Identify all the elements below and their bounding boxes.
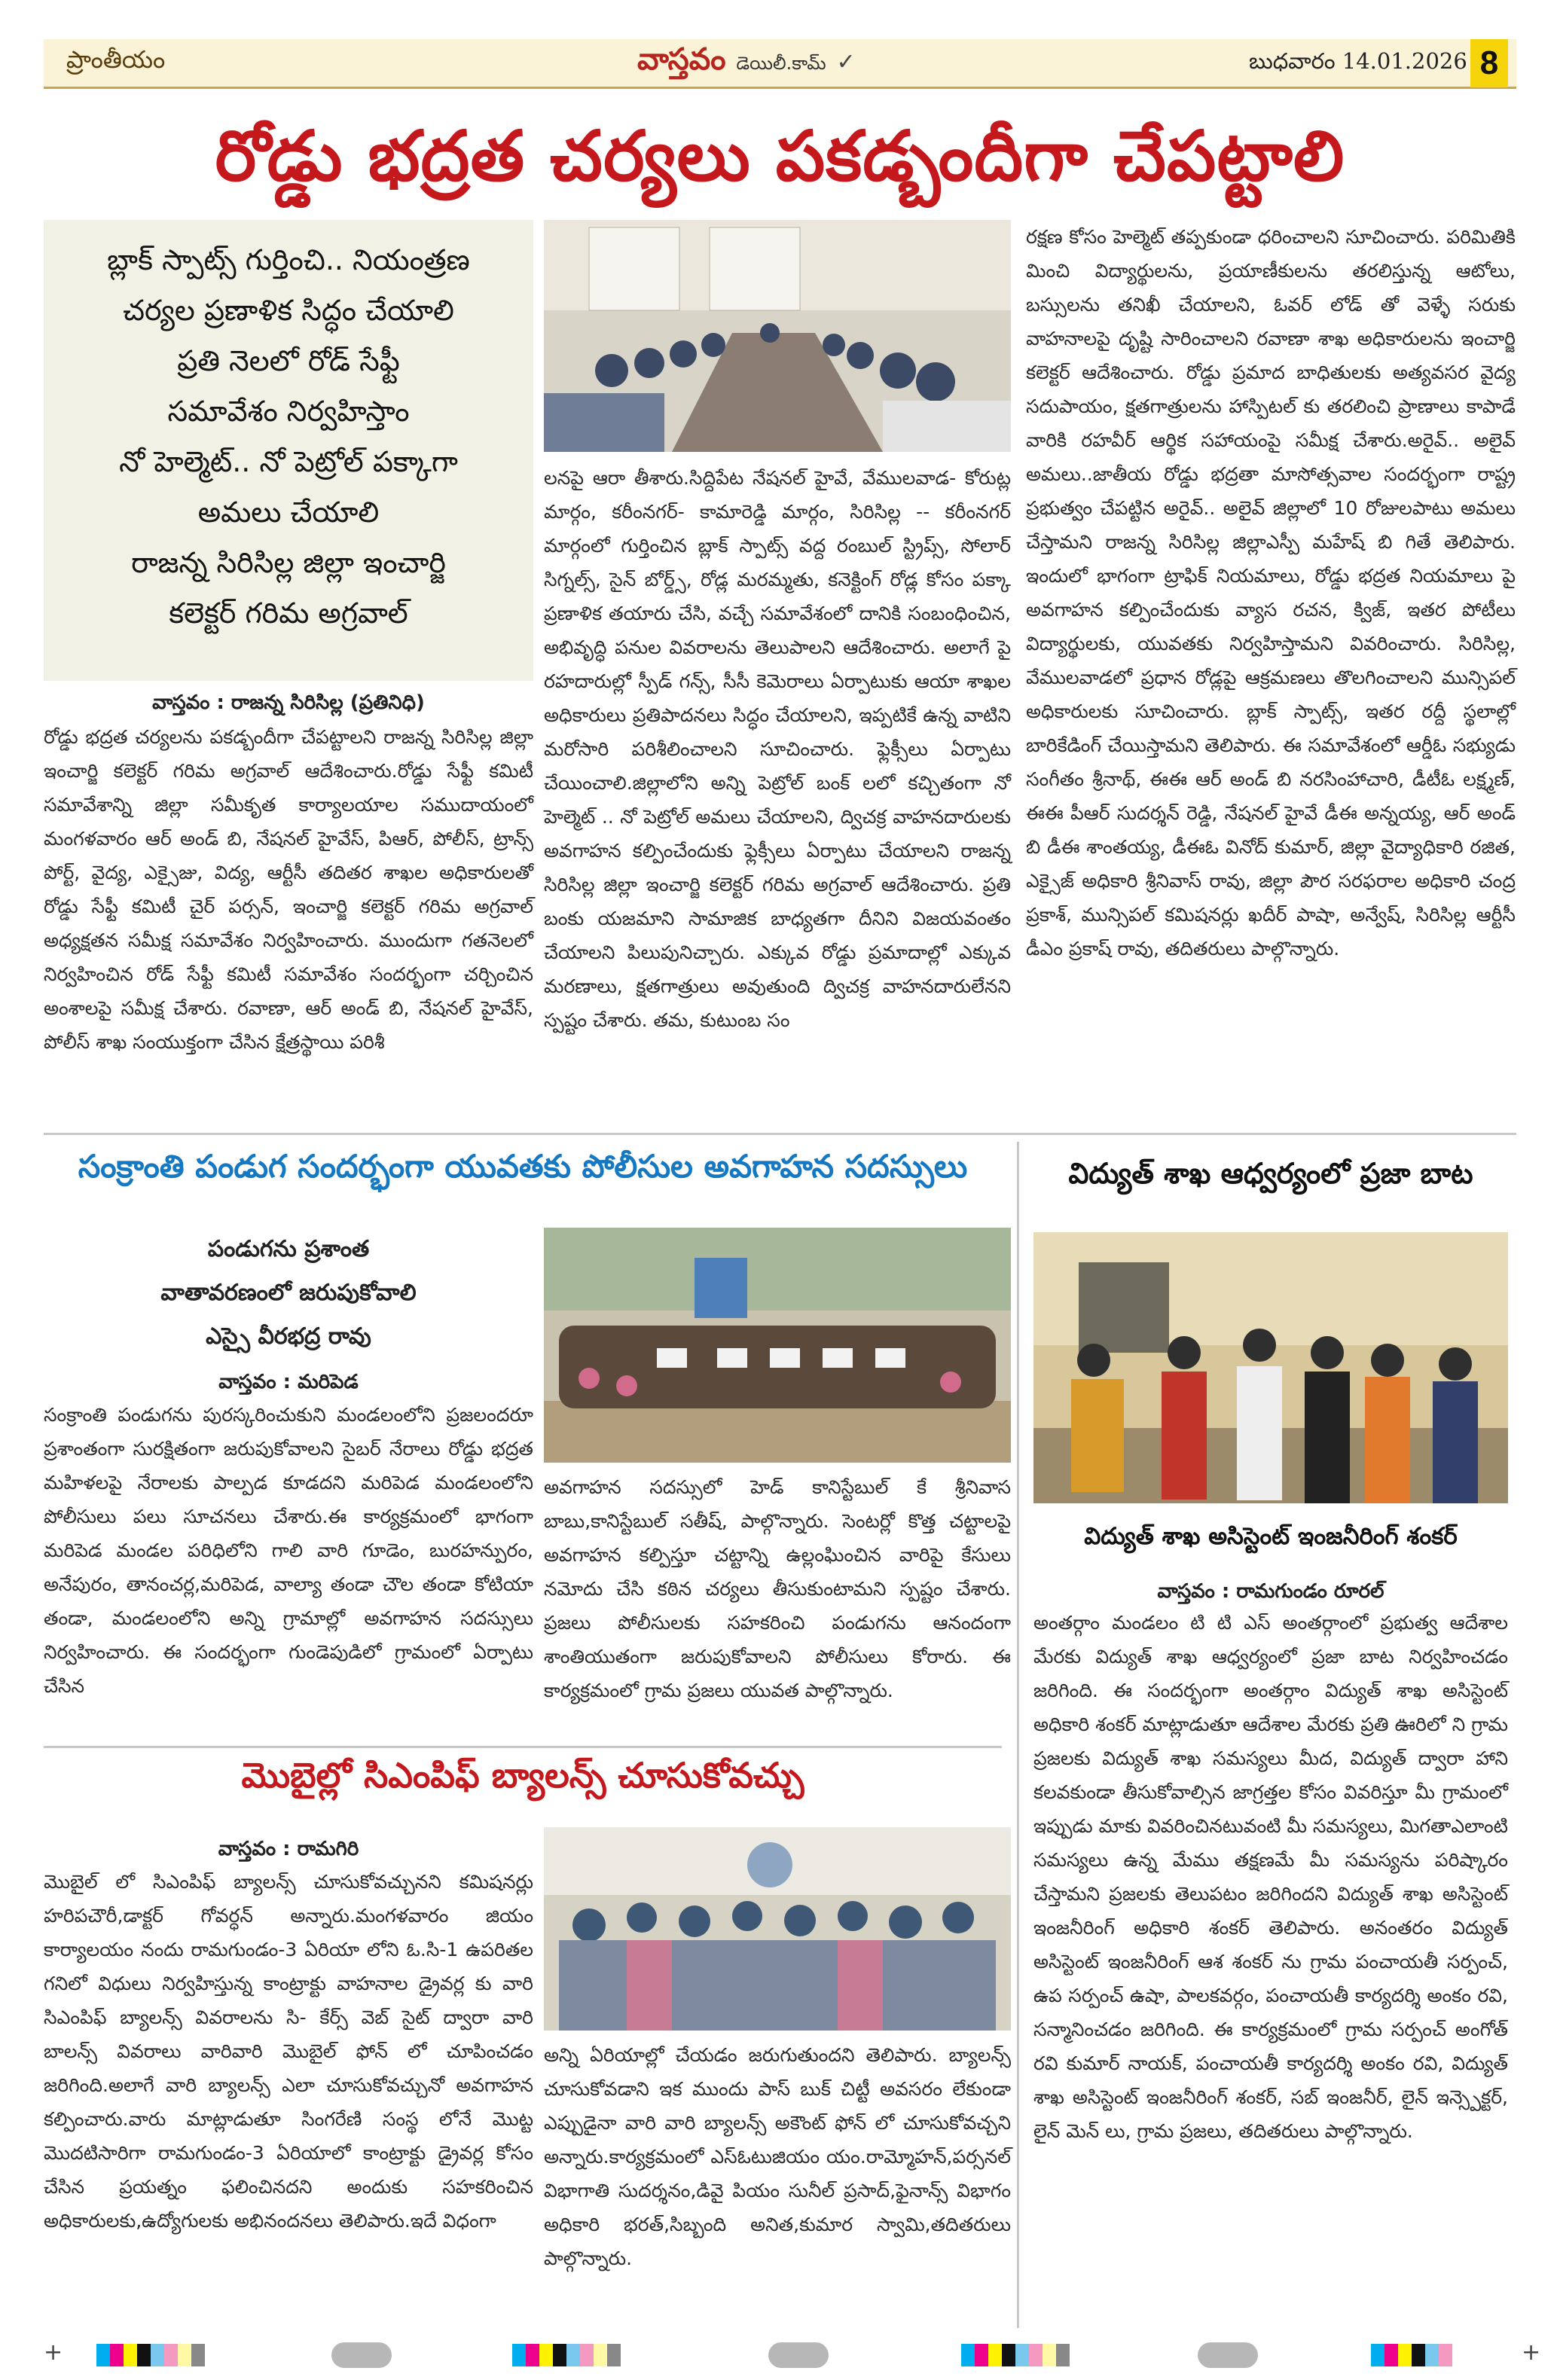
teaser-line: పండుగను ప్రశాంత xyxy=(207,1236,370,1262)
sankranti-body-col-2 xyxy=(544,1470,1011,1741)
main-headline: రోడ్డు భద్రత చర్యలు పకడ్బందీగా చేపట్టాలి xyxy=(215,116,1345,197)
teaser-line: ఎస్సై వీరభద్ర రావు xyxy=(206,1323,371,1350)
teaser-line: బ్లాక్ స్పాట్స్ గుర్తించి.. నియంత్రణ xyxy=(107,243,470,276)
color-strip xyxy=(512,2344,621,2366)
police-group-photo xyxy=(544,1228,1011,1463)
paragraph: రక్షణ కోసం హెల్మెట్ తప్పకుండా ధరించాలని సూచించారు. పరిమితికి మించి విద్యార్థులను, ప్రయాణీకులను తరలిస్తున్న ఆటోలు, బస్సులను తనిఖీ చేయాలని, ఓవర్ లోడ్ తో వెళ్ళే సరుకు వాహనాలపై దృష్టి సారించాలని రవాణా శాఖ అధికారులను ఇంచార్జి కలెక్టర్ ఆదేశించారు. రోడ్డు ప్రమాద బాధితులకు అత్యవసర వైద్య సదుపాయం, క్షతగాత్రులను హాస్పిటల్ కు తరలించి ప్రాణాలు కాపాడే వారికి రహవీర్ ఆర్థిక సహాయంపై సమీక్ష చేశారు.అరైవ్.. అలైవ్ అమలు..జాతీయ రోడ్డు భద్రతా మాసోత్సవాల సందర్భంగా రాష్ట్ర ప్రభుత్వం చేపట్టిన అరైవ్.. అలైవ్ జిల్లాలో 10 రోజులపాటు అమలు చేస్తామని రాజన్న సిరిసిల్ల జిల్లాఎస్పీ మహేష్ బి గితే తెలిపారు. ఇందులో భాగంగా ట్రాఫిక్ నియమాలు, రోడ్డు భద్రత నియమాలు పై అవగాహన కల్పించేందుకు వ్యాస రచన, క్విజ్, ఇతర పోటీలు విద్యార్థులకు, యువతకు నిర్వహిస్తామని వివరించారు. సిరిసిల్ల, వేములవాడలో ప్రధాన రోడ్లపై ఆక్రమణలు తొలగించాలని మున్సిపల్ అధికారులకు సూచించారు. బ్లాక్ స్పాట్స్, ఇతర రద్దీ స్థలాల్లో బారికేడింగ్ చేయిస్తామని తెలిపారు. ఈ సమావేశంలో ఆర్డీఓ సభ్యుడు సంగీతం శ్రీనాథ్, ఈఈ ఆర్ అండ్ బి నరసింహాచారి, డీటీఓ లక్ష్మణ్, ఈఈ పీఆర్ సుదర్శన్ రెడ్డి, నేషనల్ హైవే డీఈ అన్నయ్య, ఆర్ అండ్ బి డీఈ శాంతయ్య, డీఈఓ వినోద్ కుమార్, జిల్లా వైద్యాధికారి రజిత, ఎక్సైజ్ అధికారి శ్రీనివాస్ రావు, జిల్లా పౌర సరఫరాల అధికారి చంద్ర ప్రకాశ్, మున్సిపల్ కమిషనర్లు ఖదీర్ పాషా, అన్వేష్, సిరిసిల్ల ఆర్టీసీ డీఎం ప్రకాష్ రావు, తదితరులు పాల్గొన్నారు. xyxy=(1026,226,1516,960)
masthead-brand xyxy=(637,42,856,84)
section-divider xyxy=(44,1133,1516,1135)
color-strip xyxy=(1371,2344,1452,2366)
paragraph: అవగాహన సదస్సులో హెడ్ కానిస్టేబుల్ కే శ్రీనివాస బాబు,కానిస్టేబుల్ సతీష్, పాల్గొన్నారు. సెంటర్లో కొత్త చట్టాలపై అవగాహన కల్పిస్తూ చట్టాన్ని ఉల్లంఘించిన వారిపై కేసులు నమోదు చేసి కఠిన చర్యలు తీసుకుంటామని స్పష్టం చేశారు. ప్రజలు పోలీసులకు సహకరించి పండుగను ఆనందంగా శాంతియుతంగా జరుపుకోవాలని పోలీసులు కోరారు. ఈ కార్యక్రమంలో గ్రామ ప్రజలు యువత పాల్గొన్నారు. xyxy=(544,1476,1011,1701)
paragraph: మొబైల్ లో సిఎంపిఫ్ బ్యాలన్స్ చూసుకోవచ్చునని కమిషనర్లు హరిపచౌరీ,డాక్టర్ గోవర్ధన్ అన్నారు.మంగళవారం జియం కార్యాలయం నందు రామగుండం-3 ఏరియా లోని ఓ.సి-1 ఉపరితల గనిలో విధులు నిర్వహిస్తున్న కాంట్రాక్టు వాహనాల డ్రైవర్ల కు వారి సిఎంపిఫ్ బ్యాలన్స్ వివరాలను సి- కేర్స్ వెబ్ సైట్ ద్వారా వారి బాలన్స్ వివరాలు వారివారి మొబైల్ ఫోన్ లో చూపించడం జరిగింది.అలాగే వారి బ్యాలన్స్ ఎలా చూసుకోవచ్చునో అవగాహన కల్పించారు.వారు మాట్లాడుతూ సింగరేణి సంస్థ లోనే మొట్ట మొదటిసారిగా రామగుండం-3 ఏరియాలో కాంట్రాక్టు డ్రైవర్ల కోసం చేసిన ప్రయత్నం ఫలించినదని అందుకు సహకరించిన అధికారులకు,ఉద్యోగులకు అభినందనలు తెలిపారు.ఇదే విధంగా xyxy=(44,1871,533,2232)
crosshair-icon: + xyxy=(44,2339,63,2366)
teaser-line: నో హెల్మెట్.. నో పెట్రోల్ పక్కాగా xyxy=(119,445,458,478)
issue-date: బుధవారం 14.01.2026 xyxy=(1249,48,1467,74)
electricity-byline: వాస్తవం : రామగుండం రూరల్ xyxy=(1157,1580,1385,1603)
cmpf-byline: వాస్తవం : రామగిరి xyxy=(218,1838,359,1860)
cmpf-group-photo xyxy=(544,1827,1011,2031)
paragraph: సంక్రాంతి పండుగను పురస్కరించుకుని మండలంలోని ప్రజలందరూ ప్రశాంతంగా సురక్షితంగా జరుపుకోవాలని సైబర్ నేరాలు రోడ్డు భద్రత మహిళలపై నేరాలకు పాల్పడ కూడదని మరిపెడ మండలంలోని పోలీసులు పలు సూచనలు చేశారు.ఈ కార్యక్రమంలో భాగంగా మరిపెడ మండల పరిధిలోని గాలి వారి గూడెం, బురహన్పురం, అనేపురం, తానంచర్ల,మరిపెడ, వాల్యా తండా చౌల తండా కోటియా తండా, మండలంలోని అన్ని గ్రామాల్లో అవగాహన సదస్సులు నిర్వహించారు. ఈ సందర్భంగా గుండెపుడిలో గ్రామంలో ఏర్పాటు చేసిన xyxy=(44,1404,533,1697)
teaser-line: రాజన్న సిరిసిల్ల జిల్లా ఇంచార్జి xyxy=(131,546,446,579)
main-body-col-2 xyxy=(544,461,1011,1124)
color-strip xyxy=(961,2344,1070,2366)
electricity-headline: విద్యుత్ శాఖ ఆధ్వర్యంలో ప్రజా బాట xyxy=(1068,1157,1473,1190)
section-divider xyxy=(44,1746,1002,1748)
meeting-photo xyxy=(544,220,1011,452)
teaser-line: ప్రతి నెలలో రోడ్ సేఫ్టీ xyxy=(177,344,400,377)
page-number: 8 xyxy=(1470,39,1508,87)
cmpf-body-col-2 xyxy=(544,2038,1011,2324)
main-byline: వాస్తవం : రాజన్న సిరిసిల్ల (ప్రతినిధి) xyxy=(152,691,425,714)
bird-icon: ✓ xyxy=(836,49,856,75)
registration-pill xyxy=(768,2342,829,2368)
paragraph: లనపై ఆరా తీశారు.సిద్దిపేట నేషనల్ హైవే, వేములవాడ- కోరుట్ల మార్గం, కరీంనగర్- కామారెడ్డి మార్గం, సిరిసిల్ల -- కరీంనగర్ మార్గంలో గుర్తించిన బ్లాక్ స్పాట్స్ వద్ద రంబుల్ స్ట్రిప్స్, సోలార్ సిగ్నల్స్, సైన్ బోర్డ్స్, రోడ్ల మరమ్మతు, కనెక్టింగ్ రోడ్ల కోసం పక్కా ప్రణాళిక తయారు చేసి, వచ్చే సమావేశంలో దానికి సంబంధించిన, అభివృద్ధి పనుల వివరాలను తెలుపాలని ఆదేశించారు. అలాగే పై రహదారుల్లో స్పీడ్ గన్స్, సీసీ కెమెరాలు ఏర్పాటుకు ఆయా శాఖల అధికారులు ప్రతిపాదనలు సిద్ధం చేయాలని, ఇప్పటికే ఉన్న వాటిని మరోసారి పరిశీలించాలని సూచించారు. ఫ్లెక్సీలు ఏర్పాటు చేయించాలి.జిల్లాలోని అన్ని పెట్రోల్ బంక్ లలో కచ్చితంగా నో హెల్మెట్ .. నో పెట్రోల్ అమలు చేయాలని, ద్విచక్ర వాహనదారులకు అవగాహన కల్పించేందుకు ఫ్లెక్సీలు ఏర్పాటు చేయాలని రాజన్న సిరిసిల్ల జిల్లా ఇంచార్జి కలెక్టర్ గరిమ అగ్రవాల్ ఆదేశించారు. ప్రతి బంకు యజమాని సామాజిక బాధ్యతగా దీనిని విజయవంతం చేయాలని పిలుపునిచ్చారు. ఎక్కువ రోడ్డు ప్రమాదాల్లో ఎక్కువ మరణాలు, క్షతగాత్రులు అవుతుంది ద్విచక్ర వాహనదారులేనని స్పష్టం చేశారు. తమ, కుటుంబ సం xyxy=(544,467,1011,1031)
registration-pill xyxy=(331,2342,392,2368)
sankranti-body-col-1 xyxy=(44,1398,533,1737)
brand-name: వాస్తవం xyxy=(637,42,726,77)
main-body-col-1 xyxy=(44,720,533,1124)
electricity-body xyxy=(1033,1606,1508,2329)
brand-sub: డెయిలీ.కామ్ xyxy=(736,53,826,74)
page-header-bar xyxy=(44,39,1516,89)
main-body-col-3 xyxy=(1026,220,1516,1124)
cmpf-body-col-1 xyxy=(44,1865,533,2324)
teaser-line: అమలు చేయాలి xyxy=(197,496,380,529)
main-teaser-box xyxy=(44,220,533,681)
electricity-photo xyxy=(1033,1232,1508,1503)
teaser-line: చర్యల ప్రణాళిక సిద్ధం చేయాలి xyxy=(123,294,454,327)
section-label: ప్రాంతీయం xyxy=(66,45,166,74)
column-divider xyxy=(1017,1142,1019,2328)
sankranti-teaser xyxy=(44,1228,533,1359)
print-registration-marks xyxy=(0,2341,1557,2371)
sankranti-headline: సంక్రాంతి పండుగ సందర్భంగా యువతకు పోలీసుల అవగాహన సదస్సులు xyxy=(78,1148,968,1185)
registration-pill xyxy=(1198,2342,1258,2368)
paragraph: అంతర్గాం మండలం టి టి ఎస్ అంతర్గాంలో ప్రభుత్వ ఆదేశాల మేరకు విద్యుత్ శాఖ ఆధ్వర్యంలో ప్రజా బాట నిర్వహించడం జరిగింది. ఈ సందర్భంగా అంతర్గాం విద్యుత్ శాఖ అసిస్టెంట్ అధికారి శంకర్ మాట్లాడుతూ ఆదేశాల మేరకు ప్రతి ఊరిలో ని గ్రామ ప్రజలకు విద్యుత్ శాఖ సమస్యలు మీద, విద్యుత్ ద్వారా హాని కలవకుండా తీసుకోవాల్సిన జాగ్రత్తల కోసం వివరిస్తూ మీ గ్రామంలో ఇప్పుడు మాకు వివరించినటువంటి మీ సమస్యలు, మిగతాఎలాంటి సమస్యలు ఉన్న మేము తక్షణమే మీ సమస్యను పరిష్కారం చేస్తామని ప్రజలకు తెలుపటం జరిగిందని విద్యుత్ శాఖ అసిస్టెంట్ ఇంజనీరింగ్ అధికారి శంకర్ తెలిపారు. అనంతరం విద్యుత్ అసిస్టెంట్ ఇంజనీరింగ్ ఆశ శంకర్ ను గ్రామ పంచాయతీ సర్పంచ్, ఉప సర్పంచ్ ఉషా, పాలకవర్గం, పంచాయతీ కార్యదర్శి అంకం రవి, సన్మానించడం జరిగింది. ఈ కార్యక్రమంలో గ్రామ సర్పంచ్ అంగోత్ రవి కుమార్ నాయక్, పంచాయతీ కార్యదర్శి అంకం రవి, విద్యుత్ శాఖ అసిస్టెంట్ ఇంజనీరింగ్ శంకర్, సబ్ ఇంజనీర్, లైన్ ఇన్స్పెక్టర్, లైన్ మెన్ లు, గ్రామ ప్రజలు, తదితరులు పాల్గొన్నారు. xyxy=(1033,1612,1508,2142)
teaser-line: సమావేశం నిర్వహిస్తాం xyxy=(167,395,410,428)
paragraph: అన్ని ఏరియాల్లో చేయడం జరుగుతుందని తెలిపారు. బ్యాలన్స్ చూసుకోవడాని ఇక ముందు పాస్ బుక్ చిట్టీ అవసరం లేకుండా ఎప్పుడైనా వారి వారి బ్యాలన్స్ అకౌంట్ ఫోన్ లో చూసుకోవచ్చని అన్నారు.కార్యక్రమంలో ఎస్ఓటుజియం యం.రామ్మోహన్,పర్సనల్ విభాగాతి సుదర్శనం,డివై పియం సునీల్ ప్రసాద్,ఫైనాన్స్ విభాగం అధికారి భరత్,సిబ్బంది అనిత,కుమార స్వామి,తదితరులు పాల్గొన్నారు. xyxy=(544,2044,1011,2269)
teaser-line: వాతావరణంలో జరుపుకోవాలి xyxy=(160,1280,417,1306)
color-strip xyxy=(96,2344,205,2366)
sankranti-byline: వాస్తవం : మరిపెడ xyxy=(218,1371,359,1393)
crosshair-icon: + xyxy=(1522,2339,1541,2366)
paragraph: రోడ్డు భద్రత చర్యలను పకడ్బందీగా చేపట్టాలని రాజన్న సిరిసిల్ల జిల్లా ఇంచార్జి కలెక్టర్ గరిమ అగ్రవాల్ ఆదేశించారు.రోడ్డు సేఫ్టీ కమిటీ సమావేశాన్ని జిల్లా సమీకృత కార్యాలయాల సముదాయంలో మంగళవారం ఆర్ అండ్ బి, నేషనల్ హైవేస్, పిఆర్, పోలీస్, ట్రాన్స్ పోర్ట్, వైద్య, ఎక్సైజు, విద్య, ఆర్టీసీ తదితర శాఖల అధికారులతో రోడ్డు సేఫ్టీ కమిటీ చైర్ పర్సన్, ఇంచార్జి కలెక్టర్ గరిమ అగ్రవాల్ అధ్యక్షతన సమీక్ష సమావేశం నిర్వహించారు. ముందుగా గతనెలలో నిర్వహించిన రోడ్ సేఫ్టీ కమిటీ సమావేశం సందర్భంగా చర్చించిన అంశాలపై సమీక్ష చేశారు. రవాణా, ఆర్ అండ్ బి, నేషనల్ హైవేస్, పోలీస్ శాఖ సంయుక్తంగా చేసిన క్షేత్రస్థాయి పరిశీ xyxy=(44,726,533,1053)
teaser-line: కలెక్టర్ గరిమ అగ్రవాల్ xyxy=(169,597,408,630)
cmpf-headline: మొబైల్లో సిఎంపిఫ్ బ్యాలన్స్ చూసుకోవచ్చు xyxy=(241,1755,804,1796)
electricity-photo-caption: విద్యుత్ శాఖ అసిస్టెంట్ ఇంజనీరింగ్ శంకర్ xyxy=(1084,1523,1458,1550)
